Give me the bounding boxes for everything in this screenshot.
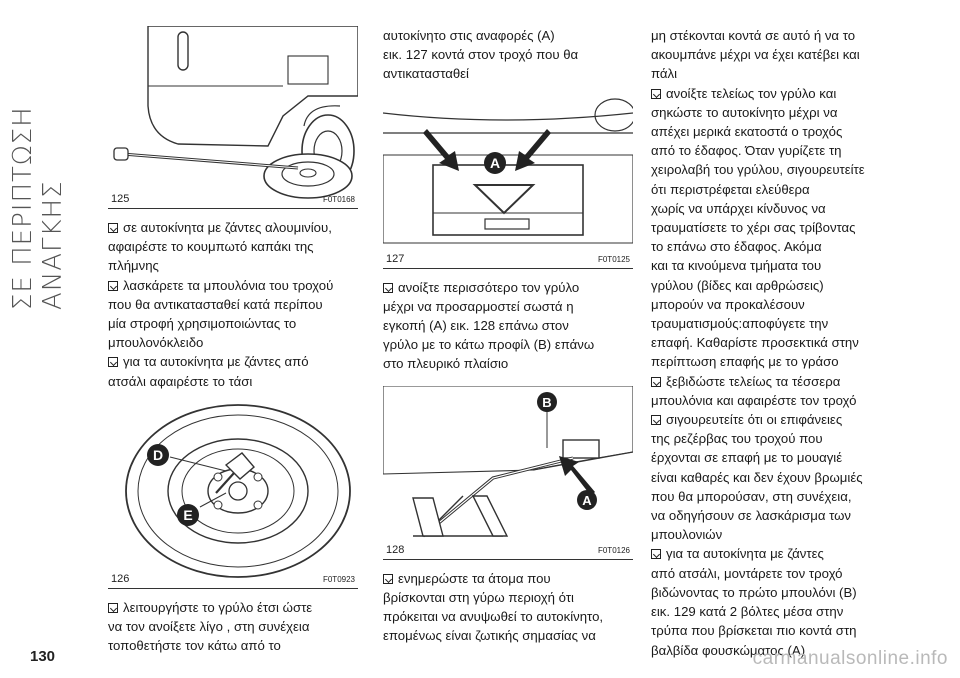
checkbox-bullet-icon bbox=[108, 281, 118, 291]
watermark: carmanualsonline.info bbox=[752, 648, 948, 669]
checkbox-bullet-icon bbox=[651, 549, 661, 559]
figure-125 bbox=[108, 26, 358, 209]
checkbox-bullet-icon bbox=[651, 89, 661, 99]
instructions-col1 bbox=[108, 218, 358, 391]
step-hubcap: σε αυτοκίνητα με ζάντες αλουμινίου, αφαιρέστε το κουμπωτό καπάκι της πλήμνης bbox=[108, 220, 332, 274]
step-remove-trim: για τα αυτοκίνητα με ζάντες από ατσάλι αφαιρέστε το τάσι bbox=[108, 354, 309, 389]
continued-text: μη στέκονται κοντά σε αυτό ή να το ακουμπάνε μέχρι να έχει κατέβει και πάλι bbox=[651, 28, 860, 82]
jack-position-illustration bbox=[383, 386, 633, 560]
page-number: 130 bbox=[30, 648, 56, 665]
checkbox-bullet-icon bbox=[108, 357, 118, 367]
figure-number: 127 bbox=[386, 252, 405, 265]
column-1 bbox=[108, 26, 358, 655]
checkbox-bullet-icon bbox=[108, 603, 118, 613]
figure-number: 128 bbox=[386, 543, 405, 556]
label-d: D bbox=[152, 446, 164, 463]
step-loosen-bolts: λασκάρετε τα μπουλόνια του τροχού που θα αντικατασταθεί κατά περίπου μία στροφή χρησιμοποιώντας το μπουλονόκλειδο bbox=[108, 277, 334, 351]
figure-code: F0T0125 bbox=[597, 254, 630, 264]
step-remove-wheel: ξεβιδώστε τελείως τα τέσσερα μπουλόνια και αφαιρέστε τον τροχό bbox=[651, 373, 857, 408]
label-e: E bbox=[183, 506, 193, 523]
figure-127 bbox=[383, 93, 633, 269]
side-section-title: ΣΕ ΠΕΡΙΠΤΩΣΗ ΑΝΑΓΚΗΣ bbox=[8, 106, 68, 310]
instructions-col2-b bbox=[383, 278, 633, 374]
label-a: A bbox=[582, 492, 592, 508]
checkbox-bullet-icon bbox=[651, 377, 661, 387]
checkbox-bullet-icon bbox=[383, 574, 393, 584]
spare-wheel-removal-illustration bbox=[108, 26, 358, 209]
instructions-col1-b bbox=[108, 598, 358, 656]
figure-126 bbox=[108, 397, 358, 589]
step-operate-jack: λειτουργήστε το γρύλο έτσι ώστε να τον ανοίξετε λίγο , στη συνέχεια τοποθετήστε τον κάτω από το bbox=[108, 599, 313, 654]
step-warn-bystanders: ενημερώστε τα άτομα που βρίσκονται στη γύρω περιοχή ότι πρόκειται να ανυψωθεί το αυτοκίνητο, επομένως είναι ζωτικής σημασίας να bbox=[383, 570, 604, 644]
figure-number: 126 bbox=[111, 572, 130, 585]
figure-code: F0T0126 bbox=[597, 545, 630, 555]
figure-number: 125 bbox=[111, 193, 130, 205]
column-2 bbox=[383, 26, 633, 645]
figure-code: F0T0923 bbox=[322, 574, 355, 584]
column-3 bbox=[651, 26, 901, 660]
step-fit-spare: για τα αυτοκίνητα με ζάντες από ατσάλι, μοντάρετε τον τροχό βιδώνοντας το πρώτο μπουλόνι (B) εικ. 129 κατά 2 βόλτες μέσα στην τρύπα που βρίσκεται πιο κοντά στη βαλβίδα φουσκώματος (A) bbox=[651, 546, 857, 658]
jacking-point-illustration bbox=[383, 93, 633, 269]
checkbox-bullet-icon bbox=[383, 283, 393, 293]
wheel-hub-illustration bbox=[108, 397, 358, 589]
checkbox-bullet-icon bbox=[108, 223, 118, 233]
label-a: A bbox=[489, 154, 501, 171]
figure-code: F0T0168 bbox=[322, 195, 355, 204]
step-raise-vehicle: ανοίξτε τελείως τον γρύλο και σηκώστε το αυτοκίνητο μέχρι να απέχει μερικά εκατοστά ο τροχός από το έδαφος. Όταν γυρίζετε τη χειρολαβή του γρύλου, σιγουρευτείτε ότι περιστρέφεται ελεύθερα χωρίς να υπάρχει κίνδυνος να τραυματίσετε το χέρι σας τρίβοντας το επάνω στο έδαφος. Ακόμα και τα κινούμενα τμήματα του γρύλου (βίδες και αρθρώσεις) μπορούν να προκαλέσουν τραυματισμούς:αποφύγετε την επαφή. Καθαρίστε προσεκτικά στην περίπτωση επαφής με το γράσο bbox=[651, 85, 865, 370]
instructions-col3 bbox=[651, 26, 901, 660]
continued-text: αυτοκίνητο στις αναφορές (A) εικ. 127 κοντά στον τροχό που θα αντικατασταθεί bbox=[383, 28, 579, 82]
checkbox-bullet-icon bbox=[651, 415, 661, 425]
step-fit-jack: ανοίξτε περισσότερο τον γρύλο μέχρι να προσαρμοστεί σωστά η εγκοπή (A) εικ. 128 επάνω στον γρύλο με το κάτω προφίλ (B) επάνω στο πλευρικό πλαίσιο bbox=[383, 279, 595, 372]
figure-128 bbox=[383, 386, 633, 560]
instructions-col2-c bbox=[383, 569, 633, 646]
label-b: B bbox=[542, 394, 552, 410]
step-check-surfaces: σιγουρευτείτε ότι οι επιφάνειες της ρεζέρβας του τροχού που έρχονται σε επαφή με το μουαγιέ είναι καθαρές και δεν έχουν βρωμιές που θα μπορούσαν, στη συνέχεια, να οδηγήσουν σε λασκάρισμα των μπουλονιών bbox=[651, 412, 863, 543]
instructions-col2 bbox=[383, 26, 633, 84]
